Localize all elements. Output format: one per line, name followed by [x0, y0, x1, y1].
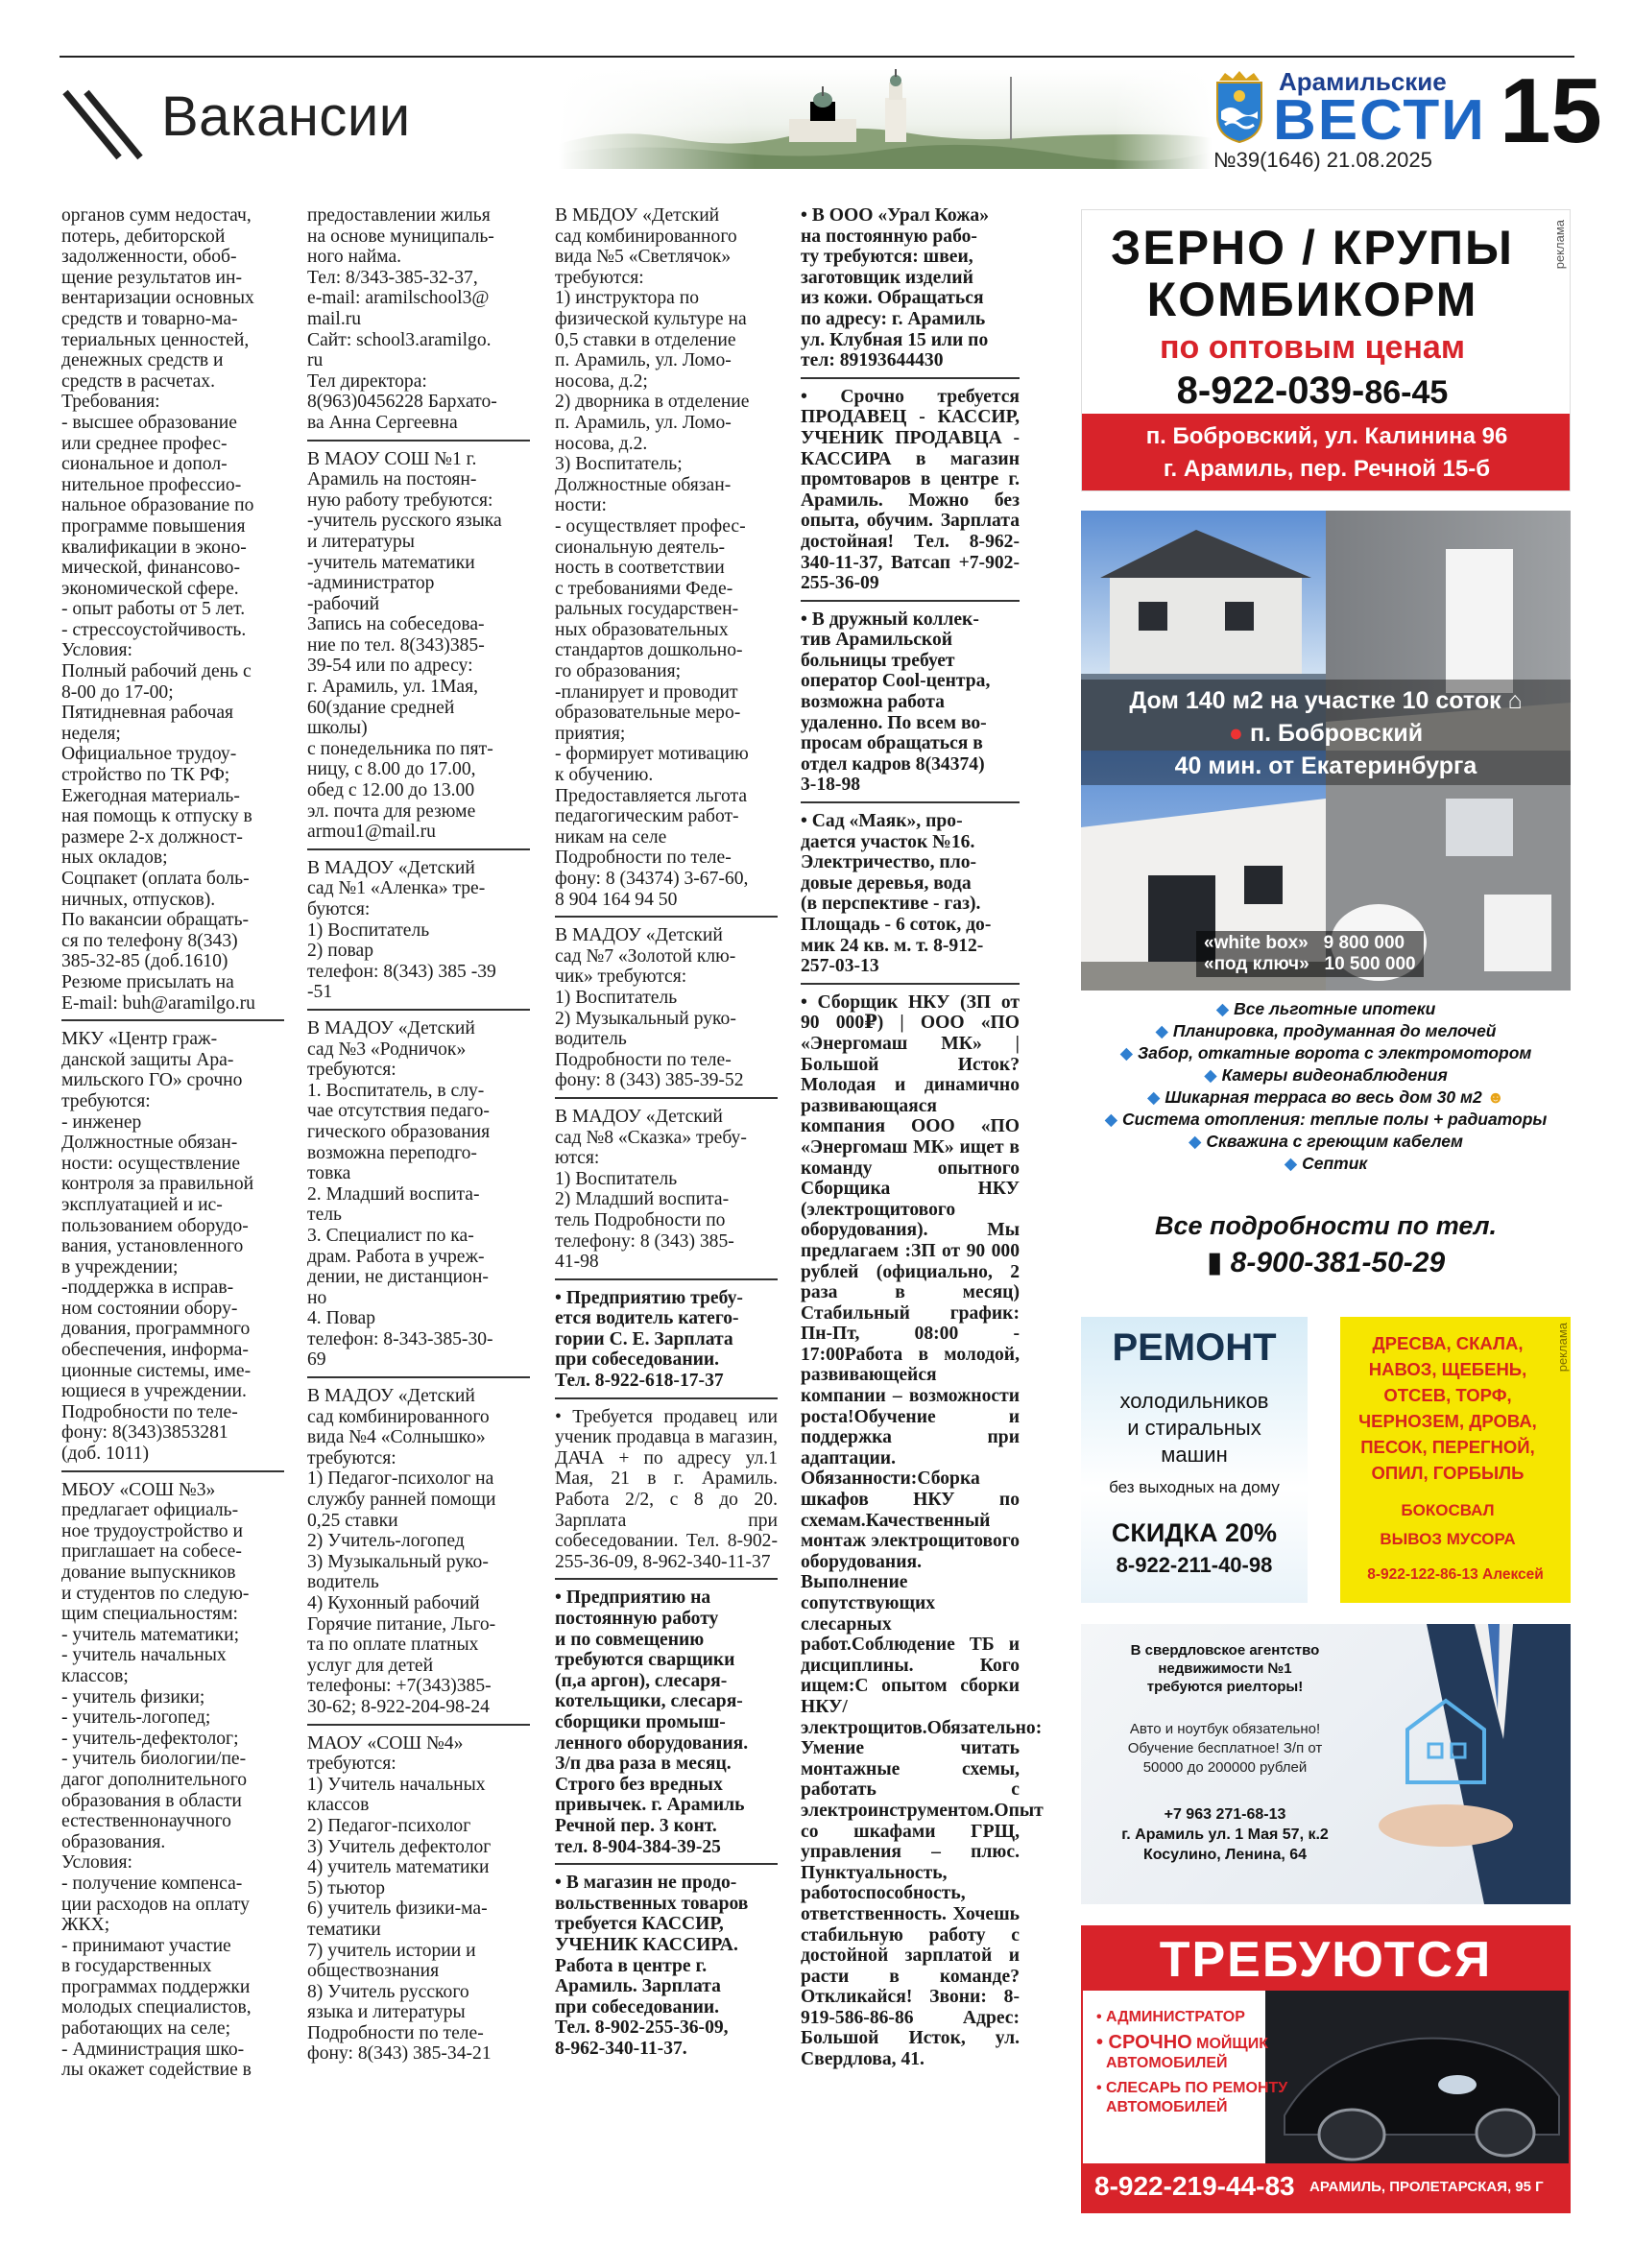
ad-realty	[1081, 1624, 1571, 1904]
feature-item: ◆ Скважина с греющим кабелем	[1189, 1132, 1463, 1151]
diamond-icon: ◆	[1189, 1132, 1202, 1151]
ad-house-features	[1081, 998, 1571, 1175]
diamond-icon: ◆	[1155, 1021, 1168, 1040]
ad-grain-line2: КОМБИКОРМ	[1146, 273, 1478, 326]
ad-house-details: Все подробности по тел.	[1154, 1211, 1497, 1240]
vacancy-text: МАОУ «СОШ №4» требуются: 1) Учитель начальных классов 2) Педагог-психолог 3) Учитель дефектолог 4) учитель математики 5) тьютор 6) учитель физики-ма- тематики 7) учитель истории и обществознания 8) Учитель русского языка и литературы Подробности по теле- фону: 8(343) 385-34-21	[307, 1732, 492, 2065]
ad-grain-address2: г. Арамиль, пер. Речной 15-б	[1163, 456, 1491, 482]
vacancy-text: В МАДОУ «Детский сад №8 «Сказка» требу- ются: 1) Воспитатель 2) Младший воспита- тель Подробности по телефону: 8 (343) 385- 41-98	[555, 1106, 747, 1273]
feature-item: ◆ Планировка, продуманная до мелочей	[1155, 1021, 1497, 1040]
ad-carwash-positions: • АДМИНИСТРАТОР • СРОЧНО МОЙЩИК АВТОМОБИЛЕЙ • СЛЕСАРЬ ПО РЕМОНТУ АВТОМОБИЛЕЙ	[1096, 2009, 1288, 2115]
ad-repair-text: холодильников и стиральных машин	[1119, 1389, 1269, 1467]
ad-carwash-phone: 8-922-219-44-83	[1094, 2171, 1295, 2201]
ad-gravel-line8: ВЫВОЗ МУСОРА	[1380, 1530, 1516, 1548]
ad-grain	[1081, 209, 1571, 491]
feature-item: ◆ Шикарная терраса во весь дом 30 м2 ☻	[1146, 1087, 1504, 1107]
separator	[801, 801, 1020, 803]
ad-gravel	[1340, 1317, 1571, 1603]
newspaper-logo	[1210, 63, 1498, 175]
header-top-rule	[60, 56, 1574, 58]
vacancy-text: МБОУ «СОШ №3» предлагает официаль- ное трудоустройство и приглашает на собесе- дование выпускников и студентов по следую- щим специальностям: - учитель математики; - учитель начальных классов; - учитель физики; - учитель-логопед; - учитель-дефектолог; - учитель биологии/пе- дагог дополнительного образования в области естественнонаучного образования. Условия: - получение компенса- ции расходов на оплату ЖКХ; - принимают участие в государственных программах поддержки молодых специалистов, работающих на селе; - Администрация шко- лы окажет содействие в	[61, 1479, 252, 2081]
position-item: • СРОЧНО МОЙЩИК	[1096, 2032, 1268, 2053]
vacancy-text: предоставлении жилья на основе муниципаль- ного найма. Тел: 8/343-385-32-37, e-mail: aramilschool3@ mail.ru Сайт: school3.aramilgo. ru Тел директора: 8(963)0456228 Бархато- ва Анна Сергеевна	[307, 205, 497, 433]
ad-grain-address1: п. Бобровский, ул. Калинина 96	[1145, 423, 1508, 449]
separator	[61, 1019, 284, 1021]
separator	[555, 1863, 778, 1865]
ad-gravel-list: ДРЕСВА, СКАЛА, НАВОЗ, ЩЕБЕНЬ, ОТСЕВ, ТОРФ, ЧЕРНОЗЕМ, ДРОВА, ПЕСОК, ПЕРЕГНОЙ, ОПИЛ, ГОРБЫЛЬ	[1358, 1333, 1537, 1483]
separator	[307, 848, 530, 850]
house-photos-image	[1081, 511, 1571, 991]
page-number: 15	[1500, 60, 1602, 162]
diamond-icon: ◆	[1146, 1087, 1161, 1107]
column-3	[555, 205, 778, 2059]
page-header	[60, 60, 1602, 177]
separator	[307, 1724, 530, 1726]
separator	[801, 377, 1020, 379]
ad-realty-heading: В свердловское агентство недвижимости №1 требуются риелторы!	[1130, 1642, 1320, 1695]
ad-house-prices: «white box» 9 800 000 «под ключ» 10 500 000	[1196, 931, 1424, 977]
separator	[555, 1278, 778, 1280]
separator	[307, 1376, 530, 1378]
separator	[801, 600, 1020, 602]
ad-grain-phone: 8-922-039-86-45	[1176, 370, 1449, 412]
ad-carwash-address: АРАМИЛЬ, ПРОЛЕТАРСКАЯ, 95 Г	[1309, 2179, 1544, 2195]
ad-carwash-title-bar	[1083, 1927, 1569, 1991]
position-item: • СЛЕСАРЬ ПО РЕМОНТУ	[1096, 2080, 1288, 2096]
classified-ad: • В дружный коллек- тив Арамильской больницы требует оператор Cool-центра, возможна работа удаленно. По всем во- просам обращаться в отдел кадров 8(34374) 3-18-98	[801, 609, 991, 796]
ad-house	[1081, 511, 1571, 1298]
ad-house-title2: ● п. Бобровский	[1228, 720, 1424, 747]
diamond-icon: ◆	[1104, 1110, 1118, 1129]
section-title: Вакансии	[161, 85, 411, 148]
smile-icon: ☻	[1486, 1087, 1504, 1107]
ad-carwash-title: ТРЕБУЮТСЯ	[1159, 1932, 1493, 1988]
classified-ad: • Предприятию на постоянную работу и по совмещению требуются сварщики (п,а аргон), слесаря- котельщики, слесаря- сборщики промыш- ленного оборудования. З/п два раза в месяц. Строго без вредных привычек. г. Арамиль Речной пер. 3 конт. тел. 8-904-384-39-25	[555, 1588, 749, 1857]
ad-carwash-contact-bar	[1083, 2163, 1569, 2211]
ad-repair	[1081, 1317, 1308, 1603]
column-1	[61, 205, 284, 2081]
classified-ad: • В магазин не продо- вольственных товаров требуется КАССИР, УЧЕНИК КАССИРА. Работа в центре г. Арамиль. Зарплата при собеседовании. Тел. 8-902-255-36-09, 8-962-340-11-37.	[555, 1873, 749, 2059]
diamond-icon: ◆	[1119, 1043, 1134, 1062]
separator	[801, 983, 1020, 985]
classified-ad: • Сад «Маяк», про- дается участок №16. Электричество, пло- довые деревья, вода (в перспективе - газ). Площадь - 6 соток, до- мик 24 кв. м. т. 8-912- 257-03-13	[801, 811, 992, 977]
ad-realty-conditions: Авто и ноутбук обязательно! Обучение бесплатное! З/п от 50000 до 200000 рублей	[1127, 1721, 1323, 1776]
feature-item: ◆ Все льготные ипотеки	[1215, 999, 1436, 1018]
separator	[555, 1397, 778, 1399]
column-2	[307, 205, 530, 2065]
issue-number: №39(1646) 21.08.2025	[1213, 148, 1432, 172]
ad-gravel-line7: БОКОСВАЛ	[1401, 1501, 1495, 1519]
classified-ad: • Сборщик НКУ (ЗП от 90 000₽) | ООО «ПО «Энергомаш МК» | Большой Исток? Молодая и динамично развивающаяся компания ООО «ПО «Энергомаш МК» ищет в команду опытного Сборщика НКУ (электрощитового оборудования). Мы предлагаем :ЗП от 90 000 рублей (официально, 2 раза в месяц) Стабильный график: Пн-Пт, 08:00 - 17:00Работа в молодой, развивающейся компании – возможности роста!Обучение и поддержка при адаптации. Обязанности:Сборка шкафов НКУ по схемам.Качественный монтаж электрощитового оборудования. Выполнение сопутствующих слесарных работ.Соблюдение ТБ и дисциплины. Кого ищем:С опытом сборки НКУ/электрощитов.Обязательно: Умение читать монтажные схемы, работать с электроинструментом.Опыт со шкафами ГРЩ, управления – плюс. Пунктуальность, работоспособность, ответственность. Хочешь стабильную работу с достойной зарплатой и расти в команде?Откликайся! Звони: 8-919-586-86-86 Адрес: Большой Исток, ул. Свердлова, 41.	[801, 991, 1044, 2070]
ad-house-title1: Дом 140 м2 на участке 10 соток ⌂	[1129, 687, 1523, 714]
section-hatch-icon	[61, 86, 148, 163]
separator	[61, 1470, 284, 1472]
feature-item: ◆ Септик	[1284, 1154, 1368, 1173]
vacancy-text: МКУ «Центр граж- данской защиты Ара- мильского ГО» срочно требуются: - инженер Должностные обязан- ности: осуществление контроля за правильной эксплуатацией и ис- пользованием оборудо- вания, установленного в учреждении; -поддержка в исправ- ном состоянии обору- дования, программного обеспечения, информа- ционные системы, име- ющиеся в учреждении. Подробности по теле- фону: 8(343)3853281 (доб. 1011)	[61, 1029, 254, 1465]
logo-small-text: Арамильские	[1279, 67, 1447, 96]
classified-ad: • В ООО «Урал Кожа» на постоянную рабо- ту требуются: швеи, заготовщик изделий из кожи. Обращаться по адресу: г. Арамиль ул. Клубная 15 или по тел: 89193644430	[801, 205, 990, 371]
house-icon: ⌂	[1507, 687, 1523, 714]
ad-label: реклама	[1555, 1323, 1570, 1373]
classified-ad: • Требуется продавец или ученик продавца в магазин, ДАЧА + по адресу ул.1 Мая, 21 в г. Арамиль. Работа 2/2, с 8 до 20. Зарплата при собеседовании. Тел. 8-902-255-36-09, 8-962-340-11-37	[555, 1406, 778, 1572]
church-landscape-image	[559, 69, 1212, 169]
ad-repair-discount: СКИДКА 20%	[1111, 1518, 1278, 1547]
feature-item: ◆ Система отопления: теплые полы + радиаторы	[1104, 1110, 1548, 1129]
ad-repair-phone: 8-922-211-40-98	[1116, 1553, 1273, 1577]
feature-item: ◆ Забор, откатные ворота с электромотором	[1119, 1043, 1532, 1062]
vacancy-text: В МБДОУ «Детский сад комбинированного вида №5 «Светлячок» требуются: 1) инструктора по физической культуре на 0,5 ставки в отделение п. Арамиль, ул. Ломо- носова, д.2; 2) дворника в отделение п. Арамиль, ул. Ломо- носова, д.2. 3) Воспитатель; Должностные обязан- ности: - осуществляет профес- сиональную деятель- ность в соответствии с требованиями Феде- ральных государствен- ных образовательных стандартов дошкольно- го образования; -планирует и проводит образовательные меро- приятия; - формирует мотивацию к обучению. Предоставляется льгота педагогическим работ- никам на селе Подробности по теле- фону: 8 (34374) 3-67-60, 8 904 164 94 50	[555, 205, 750, 910]
diamond-icon: ◆	[1215, 999, 1230, 1018]
ad-house-phone: ▮ 8-900-381-50-29	[1206, 1247, 1446, 1278]
vacancy-text: В МАДОУ «Детский сад №7 «Золотой клю- чик» требуются: 1) Воспитатель 2) Музыкальный руко- водитель Подробности по теле- фону: 8 (343) 385-39-52	[555, 925, 744, 1091]
city-crest-icon	[1212, 69, 1267, 144]
realtor-hand-image	[1369, 1624, 1571, 1904]
location-pin-icon: ●	[1228, 720, 1244, 747]
logo-big-text: ВЕСТИ	[1273, 88, 1486, 153]
diamond-icon: ◆	[1284, 1154, 1298, 1173]
ad-repair-subtext: без выходных на дому	[1109, 1478, 1280, 1496]
ad-house-title3: 40 мин. от Екатеринбурга	[1174, 752, 1477, 779]
ad-carwash	[1081, 1925, 1571, 2213]
diamond-icon: ◆	[1204, 1065, 1217, 1085]
feature-item: ◆ Камеры видеонаблюдения	[1204, 1065, 1448, 1085]
ad-realty-contacts: +7 963 271-68-13 г. Арамиль ул. 1 Мая 57, к.2 Косулино, Ленина, 64	[1121, 1806, 1329, 1863]
separator	[555, 1578, 778, 1580]
separator	[307, 440, 530, 442]
ad-label: реклама	[1552, 220, 1567, 270]
ad-grain-line3: по оптовым ценам	[1160, 329, 1465, 366]
ad-gravel-phone: 8-922-122-86-13 Алексей	[1367, 1566, 1544, 1583]
separator	[555, 916, 778, 918]
ad-repair-title: РЕМОНТ	[1112, 1326, 1277, 1369]
ad-grain-address-bar	[1082, 414, 1571, 491]
vacancy-text: В МАДОУ «Детский сад комбинированного вида №4 «Солнышко» требуются: 1) Педагог-психолог на службу ранней помощи 0,25 ставки 2) Учитель-логопед 3) Музыкальный руко- водитель 4) Кухонный рабочий Горячие питание, Льго- та по оплате платных услуг для детей телефоны: +7(343)385- 30-62; 8-922-204-98-24	[307, 1386, 496, 1717]
phone-icon: ▮	[1206, 1247, 1223, 1278]
position-item: • АДМИНИСТРАТОР	[1096, 2009, 1245, 2025]
vacancy-text: В МАДОУ «Детский сад №3 «Родничок» требуются: 1. Воспитатель, в слу- чае отсутствия педаго- гического образования возможна переподго- товка 2. Младший воспита- тель 3. Специалист по ка- драм. Работа в учреж- дении, не дистанцион- но 4. Повар телефон: 8-343-385-30- 69	[307, 1017, 493, 1371]
vacancy-text: органов сумм недостач, потерь, дебиторской задолженности, обоб- щение результатов ин- вентаризации основных средств и товарно-ма- териальных ценностей, денежных средств и средств в расчетах. Требования: - высшее образование или среднее профес- сиональное и допол- нительное профессио- нальное образование по программе повышения квалификации в эконо- мической, финансово- экономической сфере. - опыт работы от 5 лет. - стрессоустойчивость. Условия: Полный рабочий день с 8-00 до 17-00; Пятидневная рабочая неделя; Официальное трудоу- стройство по ТК РФ; Ежегодная материаль- ная помощь к отпуску в размере 2-х должност- ных окладов; Соцпакет (оплата боль- ничных, отпусков). По вакансии обращать- ся по телефону 8(343) 385-32-85 (доб.1610) Резюме присылать на E-mail: buh@aramilgo.ru	[61, 205, 255, 1014]
classified-ad: • Предприятию требу- ется водитель катего- гории С. Е. Зарплата при собеседовании. Тел. 8-922-618-17-37	[555, 1287, 743, 1392]
sports-car-image	[1265, 1991, 1569, 2163]
separator	[555, 1097, 778, 1099]
separator	[307, 1009, 530, 1011]
column-4	[801, 205, 1044, 2070]
vacancy-text: В МАДОУ «Детский сад №1 «Аленка» тре- буются: 1) Воспитатель 2) повар телефон: 8(343) 385 -39 -51	[307, 857, 496, 1003]
classified-ad: • Срочно требуется ПРОДАВЕЦ - КАССИР, УЧЕНИК ПРОДАВЦА - КАССИРА в магазин промтоваров в центре г. Арамиль. Можно без опыта, обучим. Зарплата достойная! Тел. 8-962-340-11-37, Ватсап +7-902-255-36-09	[801, 386, 1020, 594]
ad-grain-line1: ЗЕРНО / КРУПЫ	[1111, 221, 1514, 275]
vacancy-text: В МАОУ СОШ №1 г. Арамиль на постоян- ную работу требуются: -учитель русского языка и литературы -учитель математики -администратор -рабочий Запись на собеседова- ние по тел. 8(343)385- 39-54 или по адресу: г. Арамиль, ул. 1Мая, 60(здание средней школы) с понедельника по пят- ницу, с 8.00 до 17.00, обед с 12.00 до 13.00 эл. почта для резюме armou1@mail.ru	[307, 448, 502, 843]
